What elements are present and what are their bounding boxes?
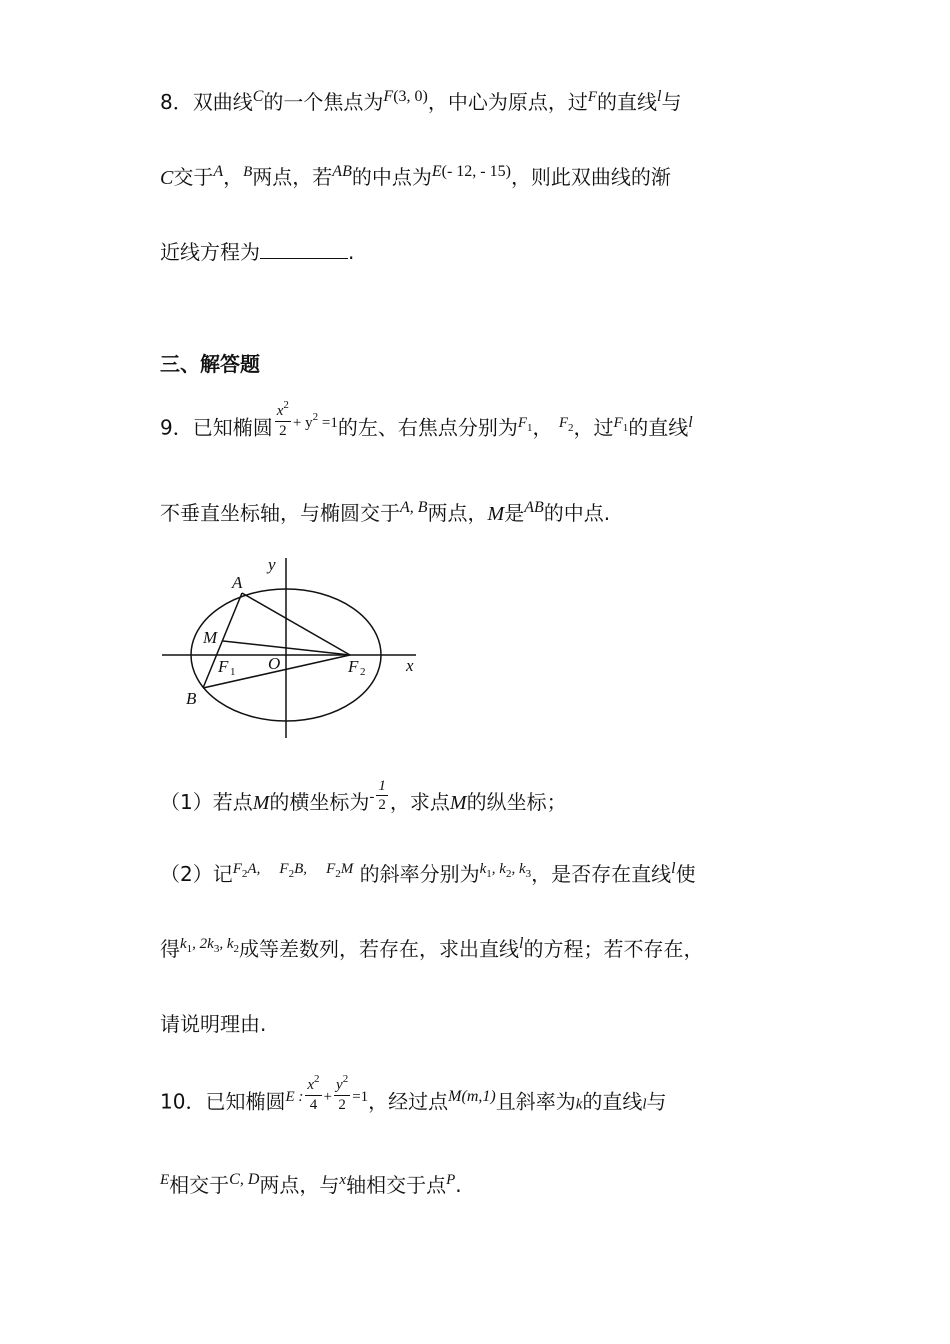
sub: 1	[186, 943, 193, 955]
sub: 3	[525, 868, 532, 880]
math-E: E	[160, 1172, 170, 1188]
text: 使	[675, 862, 696, 886]
label-F1: F	[218, 657, 229, 676]
text: 的斜率分别为	[359, 862, 480, 886]
sub: 2	[233, 943, 240, 955]
text: 轴相交于点	[346, 1173, 447, 1197]
label-O: O	[268, 654, 281, 673]
text: 两点，若	[252, 165, 333, 189]
text: ，经过点	[368, 1089, 449, 1114]
text: 的左、右焦点分别为	[337, 415, 518, 440]
text: =1	[321, 414, 338, 431]
math-l: l	[519, 935, 524, 952]
math-M-coord: (m,1)	[461, 1087, 496, 1105]
text: k	[479, 861, 487, 877]
text: 的横坐标为	[269, 790, 370, 814]
sub: 2	[241, 868, 248, 880]
math-AB: AB	[332, 163, 352, 180]
q8-line-3	[160, 238, 354, 266]
frac-num: x	[276, 403, 284, 419]
ellipse-rest	[292, 410, 338, 431]
answer-blank[interactable]	[260, 240, 348, 259]
text: F	[613, 414, 623, 431]
minus-sign: -	[369, 789, 375, 805]
fraction-x2-4	[305, 1073, 321, 1114]
q9-line-2	[160, 499, 610, 530]
ellipse-figure	[158, 552, 428, 742]
text: 与	[646, 1089, 667, 1114]
text: （2）记	[160, 862, 233, 886]
text: 的方程；若不存在，	[523, 937, 704, 961]
math-F: F	[587, 89, 598, 105]
sub: 2	[505, 868, 512, 880]
text: + y	[292, 414, 313, 431]
text: B,	[294, 861, 307, 877]
text: 交于	[173, 165, 214, 189]
plus-sign: +	[323, 1088, 333, 1105]
label-M: M	[203, 628, 218, 647]
frac-num: y	[336, 1077, 343, 1093]
math-l: l	[642, 1096, 647, 1113]
text: 且斜率为	[495, 1089, 576, 1114]
text: F	[279, 861, 289, 877]
frac-num: x	[307, 1077, 315, 1093]
q10-line-2	[160, 1171, 462, 1202]
text: 是	[504, 501, 525, 525]
text: 两点，与	[259, 1173, 340, 1197]
math-C: C	[160, 167, 174, 189]
math-E-coord: (- 12, - 15)	[441, 163, 511, 180]
text: 不垂直坐标轴，与椭圆交于	[160, 501, 400, 525]
sub: 2	[288, 868, 295, 880]
sub: 1	[622, 421, 629, 434]
text: .	[348, 240, 355, 264]
segment-AF2	[242, 593, 350, 655]
sub: 1	[527, 421, 533, 434]
text: 得	[160, 937, 180, 961]
text: k	[226, 936, 234, 952]
q9-part2-line-2	[160, 935, 703, 967]
math-M: M	[448, 1087, 462, 1105]
text: 的一个焦点为	[263, 90, 384, 114]
text: F	[232, 861, 242, 877]
text: 与	[661, 90, 682, 114]
ellipse-fraction	[275, 399, 291, 440]
math-M: M	[487, 503, 505, 525]
text: 的直线	[582, 1089, 643, 1114]
text: .	[455, 1173, 462, 1197]
text: 的直线	[628, 415, 689, 440]
text: 的直线	[597, 90, 658, 114]
text: k	[499, 861, 506, 877]
section-heading: 三、解答题	[160, 352, 260, 376]
label-F2-sub: 2	[360, 666, 366, 678]
math-A: A	[213, 163, 224, 180]
math-AB: AB	[524, 499, 544, 516]
q9-line-1	[160, 399, 693, 448]
q8-line-2	[160, 163, 671, 194]
fraction-half	[376, 777, 388, 814]
math-A-B: A, B	[400, 499, 428, 516]
sub: 3	[213, 943, 220, 955]
math-F: F	[383, 88, 394, 105]
label-A: A	[232, 573, 243, 592]
label-B: B	[186, 689, 197, 708]
math-F1	[517, 414, 533, 434]
text: 的中点.	[543, 501, 611, 525]
math-E: E	[431, 163, 442, 180]
q10-line-1	[160, 1073, 667, 1122]
label-F1-sub: 1	[230, 666, 236, 678]
sup: 2	[342, 1073, 349, 1085]
math-x: x	[339, 1172, 347, 1188]
text: F	[326, 861, 336, 877]
math-P: P	[446, 1172, 456, 1188]
text: 相交于	[169, 1173, 230, 1197]
math-F1	[613, 414, 629, 434]
text: 的中点为	[351, 165, 432, 189]
math-l: l	[657, 88, 662, 105]
math-C: C	[252, 88, 264, 105]
equals-one: =1	[352, 1088, 369, 1105]
q10-number: 10．已知椭圆	[160, 1089, 286, 1114]
text: ，	[223, 165, 244, 189]
text: 两点，	[427, 501, 488, 525]
math-l: l	[688, 413, 693, 431]
math-F2M	[326, 861, 354, 880]
q8-number: 8．双曲线	[160, 90, 253, 114]
q9-part2-line-3: 请说明理由.	[160, 1012, 267, 1036]
text: ，则此双曲线的渐	[510, 165, 671, 189]
text: k	[518, 861, 526, 877]
math-k: k	[575, 1096, 583, 1113]
sup: 2	[312, 410, 319, 423]
sub: 1	[486, 868, 492, 880]
q8-line-1	[160, 88, 681, 119]
sup: 2	[283, 399, 289, 411]
text: 成等差数列，若存在，求出直线	[239, 937, 520, 961]
text: ，中心为原点，过	[427, 90, 588, 114]
text: 近线方程为	[160, 240, 260, 264]
text: ，	[532, 415, 553, 440]
sup: 2	[314, 1073, 320, 1085]
sub: 2	[335, 868, 341, 880]
math-F2	[558, 414, 574, 434]
math-M: M	[252, 792, 270, 814]
frac-den: 2	[338, 1097, 346, 1113]
label-x: x	[406, 656, 414, 675]
text: （1）若点	[160, 790, 253, 814]
math-l: l	[671, 860, 676, 877]
text: ，是否存在直线	[531, 862, 672, 886]
text: 的纵坐标；	[466, 790, 567, 814]
math-seq: k1, 2k3, k2	[180, 936, 240, 955]
text: M	[340, 861, 354, 877]
fraction-y2-2	[334, 1073, 350, 1114]
math-F2A	[232, 861, 261, 880]
label-y: y	[268, 555, 276, 574]
math-B: B	[243, 164, 253, 180]
text: F	[558, 414, 569, 431]
frac-den: 2	[279, 423, 287, 439]
math-k1k2k3: k1, k2, k3	[479, 861, 532, 880]
label-F2: F	[348, 657, 359, 676]
frac-den: 4	[309, 1097, 318, 1113]
frac-num: 1	[378, 778, 386, 794]
q9-part2-line-1	[160, 860, 696, 892]
math-C-D: C, D	[229, 1171, 260, 1188]
q9-part1	[160, 778, 567, 822]
text: F	[517, 414, 528, 431]
math-E: E :	[285, 1088, 304, 1105]
math-F2B	[279, 861, 307, 880]
math-F-coord: (3, 0)	[393, 88, 428, 105]
frac-den: 2	[378, 797, 386, 813]
q9-number: 9．已知椭圆	[160, 415, 273, 440]
text: ，求点	[389, 790, 450, 814]
text: 2k	[199, 936, 214, 952]
text: k	[180, 936, 187, 952]
math-M: M	[449, 792, 467, 814]
text: A,	[247, 861, 261, 877]
sub: 2	[568, 421, 574, 434]
text: ，过	[573, 415, 614, 440]
